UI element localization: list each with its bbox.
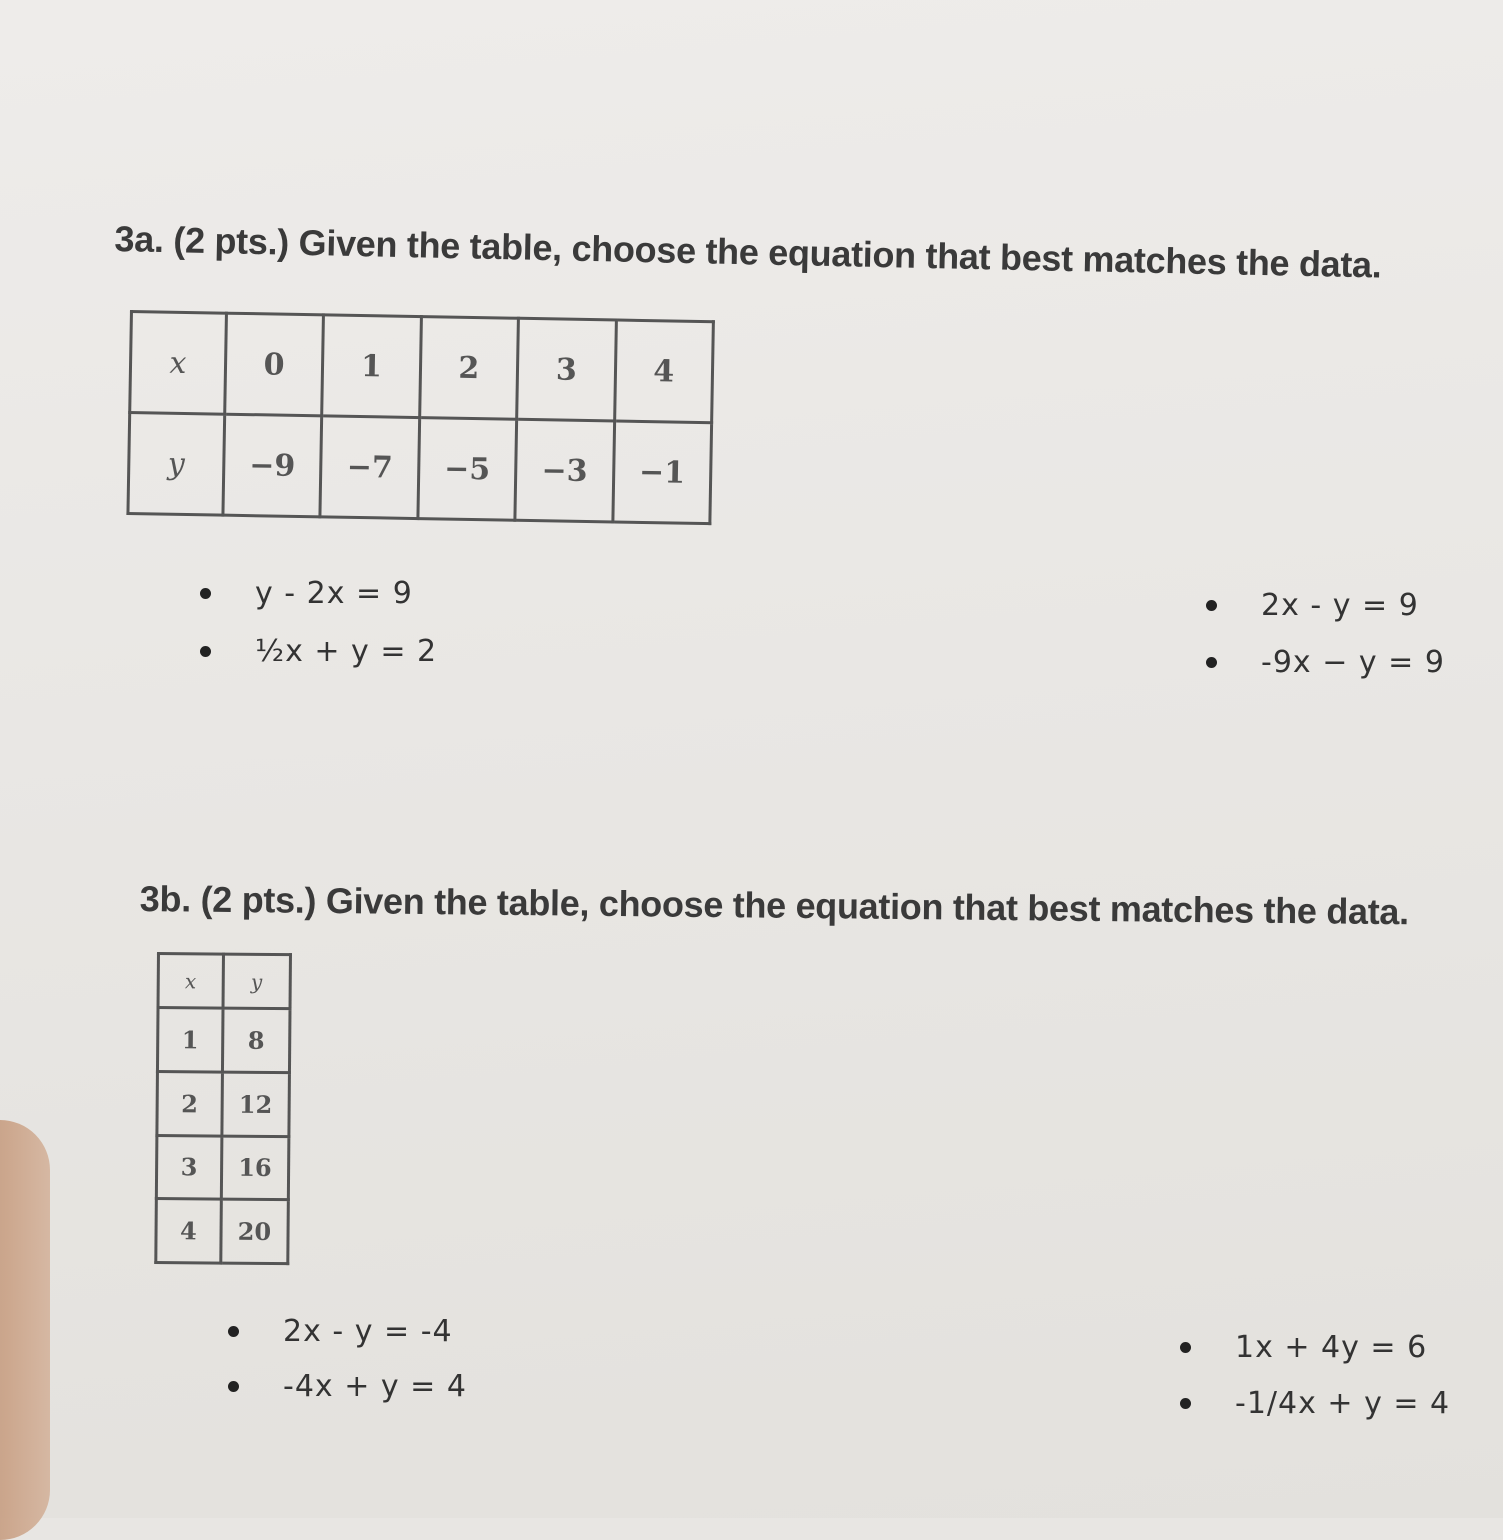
choice-3a-4[interactable] [1206,645,1445,680]
table-row [157,1071,290,1136]
choice-3b-2[interactable] [228,1369,467,1404]
table-cell: 1 [157,1008,222,1072]
table-cell: 20 [221,1199,289,1263]
table-cell: −9 [223,414,322,517]
choice-3b-3[interactable] [1180,1330,1427,1365]
choice-label: 1x + 4y = 6 [1235,1330,1428,1365]
bullet-icon [1206,657,1217,668]
choice-label: -9x − y = 9 [1261,645,1445,680]
table-cell: 2 [419,317,518,420]
table-header-x: x [130,312,227,415]
table-cell: 12 [222,1072,290,1136]
table-cell: −1 [612,421,711,524]
choice-label: y - 2x = 9 [255,576,413,611]
table-cell: 2 [157,1071,222,1135]
table-cell: 4 [614,320,713,423]
choice-3b-4[interactable] [1180,1386,1450,1421]
bullet-icon [228,1381,239,1392]
choice-label: -1/4x + y = 4 [1235,1386,1451,1421]
choice-label: 2x - y = -4 [283,1314,453,1349]
table-cell: 3 [156,1135,221,1199]
choice-3a-1[interactable] [200,576,413,611]
choice-3a-3[interactable] [1206,588,1419,623]
table-row [156,1135,289,1200]
choice-3a-2[interactable] [200,634,437,669]
table-cell: −5 [418,418,517,521]
table-cell: 1 [322,315,421,418]
table-header-x: x [158,954,223,1009]
table-header-y: y [223,954,291,1009]
choice-label: 2x - y = 9 [1261,588,1419,623]
table-header-y: y [128,413,225,516]
bullet-icon [200,588,211,599]
question-3a-title: 3a. (2 pts.) Given the table, choose the equation that best matches the data. [114,218,1382,286]
table-row [128,413,712,524]
table-cell: 4 [156,1199,221,1263]
table-cell: 0 [225,313,324,416]
choice-label: -4x + y = 4 [283,1369,467,1404]
table-cell: −3 [515,419,614,522]
table-row [156,1199,289,1264]
bullet-icon [1180,1342,1191,1353]
table-cell: −7 [320,416,419,519]
thumb-photo-edge [0,1120,50,1540]
table-3a [126,310,714,525]
table-cell: 16 [221,1136,289,1200]
table-cell: 8 [222,1008,290,1072]
choice-3b-1[interactable] [228,1314,453,1349]
question-3b-title: 3b. (2 pts.) Given the table, choose the equation that best matches the data. [139,878,1410,933]
table-row [157,1008,290,1073]
table-3b [154,952,292,1265]
bullet-icon [1206,600,1217,611]
bullet-icon [200,646,211,657]
choice-label: ½x + y = 2 [255,634,438,669]
bullet-icon [228,1326,239,1337]
bullet-icon [1180,1398,1191,1409]
table-row [130,312,714,423]
table-cell: 3 [517,318,616,421]
table-row [158,954,290,1009]
